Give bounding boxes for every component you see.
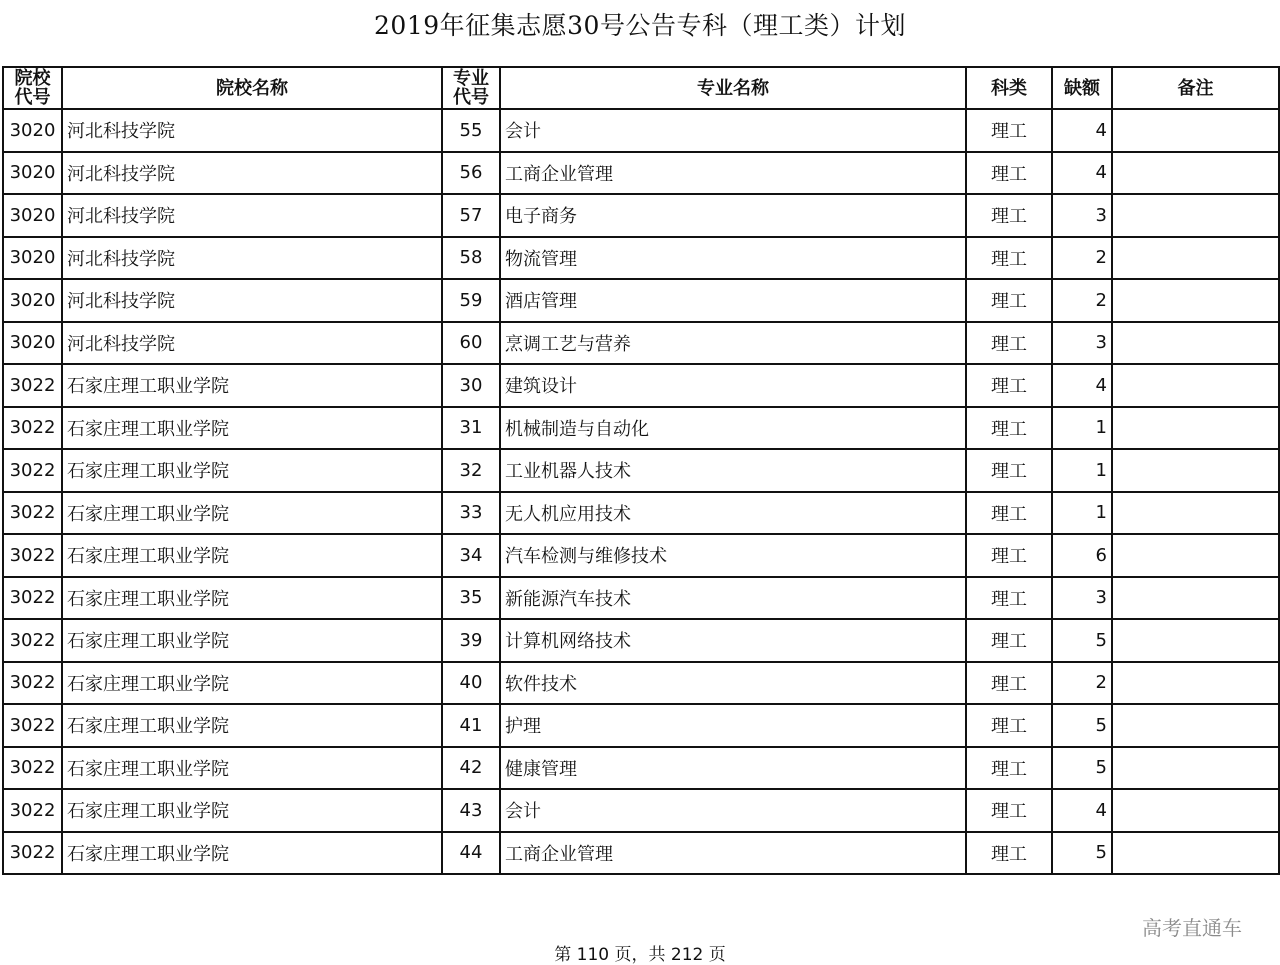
cell-vacancy: 5	[1052, 619, 1112, 662]
cell-notes	[1112, 662, 1279, 705]
cell-notes	[1112, 194, 1279, 237]
table-row	[3, 662, 1279, 705]
cell-major-code: 40	[442, 662, 500, 705]
cell-school-name: 石家庄理工职业学院	[62, 832, 442, 875]
cell-school-name: 石家庄理工职业学院	[62, 662, 442, 705]
table-row	[3, 492, 1279, 535]
cell-major-name: 汽车检测与维修技术	[500, 534, 966, 577]
table-row	[3, 832, 1279, 875]
table-header	[3, 67, 1279, 109]
cell-major-name: 无人机应用技术	[500, 492, 966, 535]
cell-school-name: 河北科技学院	[62, 194, 442, 237]
cell-school-name: 石家庄理工职业学院	[62, 789, 442, 832]
cell-vacancy: 1	[1052, 492, 1112, 535]
cell-notes	[1112, 449, 1279, 492]
cell-notes	[1112, 237, 1279, 280]
table-row	[3, 237, 1279, 280]
cell-major-name: 工商企业管理	[500, 832, 966, 875]
watermark-text: 高考直通车	[1142, 916, 1242, 940]
cell-school-code: 3022	[3, 364, 62, 407]
cell-notes	[1112, 152, 1279, 195]
cell-notes	[1112, 364, 1279, 407]
cell-school-code: 3020	[3, 237, 62, 280]
cell-school-name: 石家庄理工职业学院	[62, 704, 442, 747]
cell-vacancy: 2	[1052, 662, 1112, 705]
cell-category: 理工	[966, 237, 1052, 280]
cell-vacancy: 3	[1052, 322, 1112, 365]
cell-major-code: 41	[442, 704, 500, 747]
cell-school-code: 3022	[3, 407, 62, 450]
cell-school-code: 3020	[3, 322, 62, 365]
cell-category: 理工	[966, 704, 1052, 747]
cell-major-name: 电子商务	[500, 194, 966, 237]
cell-vacancy: 2	[1052, 279, 1112, 322]
cell-school-name: 石家庄理工职业学院	[62, 747, 442, 790]
table-row	[3, 109, 1279, 152]
cell-major-name: 计算机网络技术	[500, 619, 966, 662]
cell-major-name: 酒店管理	[500, 279, 966, 322]
cell-vacancy: 5	[1052, 747, 1112, 790]
cell-school-name: 河北科技学院	[62, 279, 442, 322]
cell-notes	[1112, 832, 1279, 875]
cell-school-code: 3020	[3, 152, 62, 195]
cell-school-name: 石家庄理工职业学院	[62, 449, 442, 492]
cell-notes	[1112, 322, 1279, 365]
header-notes: 备注	[1112, 67, 1279, 109]
enrollment-plan-table	[2, 66, 1280, 875]
cell-major-code: 57	[442, 194, 500, 237]
cell-category: 理工	[966, 109, 1052, 152]
cell-notes	[1112, 747, 1279, 790]
page-title: 2019年征集志愿30号公告专科（理工类）计划	[374, 11, 906, 40]
cell-school-code: 3022	[3, 619, 62, 662]
cell-major-code: 30	[442, 364, 500, 407]
cell-category: 理工	[966, 194, 1052, 237]
cell-school-name: 石家庄理工职业学院	[62, 577, 442, 620]
table-row	[3, 194, 1279, 237]
cell-school-name: 石家庄理工职业学院	[62, 492, 442, 535]
cell-school-code: 3022	[3, 704, 62, 747]
cell-category: 理工	[966, 449, 1052, 492]
cell-major-name: 烹调工艺与营养	[500, 322, 966, 365]
cell-vacancy: 4	[1052, 109, 1112, 152]
cell-school-code: 3020	[3, 109, 62, 152]
cell-school-code: 3020	[3, 194, 62, 237]
cell-category: 理工	[966, 534, 1052, 577]
cell-category: 理工	[966, 832, 1052, 875]
cell-category: 理工	[966, 322, 1052, 365]
table-row	[3, 789, 1279, 832]
cell-category: 理工	[966, 364, 1052, 407]
cell-major-code: 39	[442, 619, 500, 662]
cell-major-code: 33	[442, 492, 500, 535]
cell-vacancy: 1	[1052, 407, 1112, 450]
cell-school-name: 河北科技学院	[62, 152, 442, 195]
cell-category: 理工	[966, 619, 1052, 662]
cell-vacancy: 4	[1052, 364, 1112, 407]
table-row	[3, 747, 1279, 790]
cell-notes	[1112, 492, 1279, 535]
header-school-code: 院校 代号	[3, 67, 62, 109]
cell-category: 理工	[966, 279, 1052, 322]
cell-school-name: 石家庄理工职业学院	[62, 407, 442, 450]
cell-vacancy: 3	[1052, 577, 1112, 620]
header-vacancy: 缺额	[1052, 67, 1112, 109]
cell-major-name: 机械制造与自动化	[500, 407, 966, 450]
cell-notes	[1112, 789, 1279, 832]
cell-major-code: 58	[442, 237, 500, 280]
cell-vacancy: 5	[1052, 704, 1112, 747]
cell-school-code: 3020	[3, 279, 62, 322]
cell-notes	[1112, 109, 1279, 152]
cell-school-name: 河北科技学院	[62, 237, 442, 280]
cell-major-code: 42	[442, 747, 500, 790]
cell-school-name: 河北科技学院	[62, 109, 442, 152]
cell-school-code: 3022	[3, 662, 62, 705]
cell-vacancy: 4	[1052, 789, 1112, 832]
header-category: 科类	[966, 67, 1052, 109]
table-row	[3, 534, 1279, 577]
cell-category: 理工	[966, 747, 1052, 790]
cell-major-name: 软件技术	[500, 662, 966, 705]
cell-major-code: 43	[442, 789, 500, 832]
cell-school-code: 3022	[3, 747, 62, 790]
cell-major-name: 工商企业管理	[500, 152, 966, 195]
cell-vacancy: 3	[1052, 194, 1112, 237]
cell-notes	[1112, 577, 1279, 620]
cell-school-name: 石家庄理工职业学院	[62, 364, 442, 407]
cell-major-code: 32	[442, 449, 500, 492]
header-major-code: 专业 代号	[442, 67, 500, 109]
header-school-name: 院校名称	[62, 67, 442, 109]
cell-category: 理工	[966, 577, 1052, 620]
table-row	[3, 152, 1279, 195]
table-row	[3, 322, 1279, 365]
cell-major-name: 护理	[500, 704, 966, 747]
table-row	[3, 449, 1279, 492]
cell-notes	[1112, 619, 1279, 662]
cell-major-name: 健康管理	[500, 747, 966, 790]
table-row	[3, 577, 1279, 620]
table-row	[3, 279, 1279, 322]
cell-major-code: 31	[442, 407, 500, 450]
table-row	[3, 407, 1279, 450]
cell-major-code: 59	[442, 279, 500, 322]
cell-major-code: 56	[442, 152, 500, 195]
cell-vacancy: 6	[1052, 534, 1112, 577]
cell-category: 理工	[966, 152, 1052, 195]
cell-major-name: 新能源汽车技术	[500, 577, 966, 620]
cell-school-name: 石家庄理工职业学院	[62, 619, 442, 662]
cell-notes	[1112, 704, 1279, 747]
cell-school-code: 3022	[3, 492, 62, 535]
cell-category: 理工	[966, 662, 1052, 705]
cell-major-code: 55	[442, 109, 500, 152]
cell-school-name: 河北科技学院	[62, 322, 442, 365]
cell-school-name: 石家庄理工职业学院	[62, 534, 442, 577]
cell-school-code: 3022	[3, 832, 62, 875]
cell-major-code: 60	[442, 322, 500, 365]
cell-notes	[1112, 534, 1279, 577]
cell-notes	[1112, 407, 1279, 450]
cell-school-code: 3022	[3, 789, 62, 832]
table-body	[3, 109, 1279, 874]
cell-major-name: 工业机器人技术	[500, 449, 966, 492]
cell-vacancy: 1	[1052, 449, 1112, 492]
cell-category: 理工	[966, 492, 1052, 535]
cell-major-name: 物流管理	[500, 237, 966, 280]
cell-school-code: 3022	[3, 577, 62, 620]
cell-category: 理工	[966, 407, 1052, 450]
cell-vacancy: 4	[1052, 152, 1112, 195]
cell-school-code: 3022	[3, 534, 62, 577]
cell-school-code: 3022	[3, 449, 62, 492]
cell-major-name: 会计	[500, 109, 966, 152]
cell-major-name: 建筑设计	[500, 364, 966, 407]
cell-major-code: 35	[442, 577, 500, 620]
cell-category: 理工	[966, 789, 1052, 832]
table-row	[3, 704, 1279, 747]
cell-vacancy: 5	[1052, 832, 1112, 875]
header-major-name: 专业名称	[500, 67, 966, 109]
cell-vacancy: 2	[1052, 237, 1112, 280]
table-row	[3, 364, 1279, 407]
cell-major-name: 会计	[500, 789, 966, 832]
table-row	[3, 619, 1279, 662]
page-number: 第 110 页，共 212 页	[554, 945, 726, 965]
cell-major-code: 44	[442, 832, 500, 875]
cell-notes	[1112, 279, 1279, 322]
cell-major-code: 34	[442, 534, 500, 577]
